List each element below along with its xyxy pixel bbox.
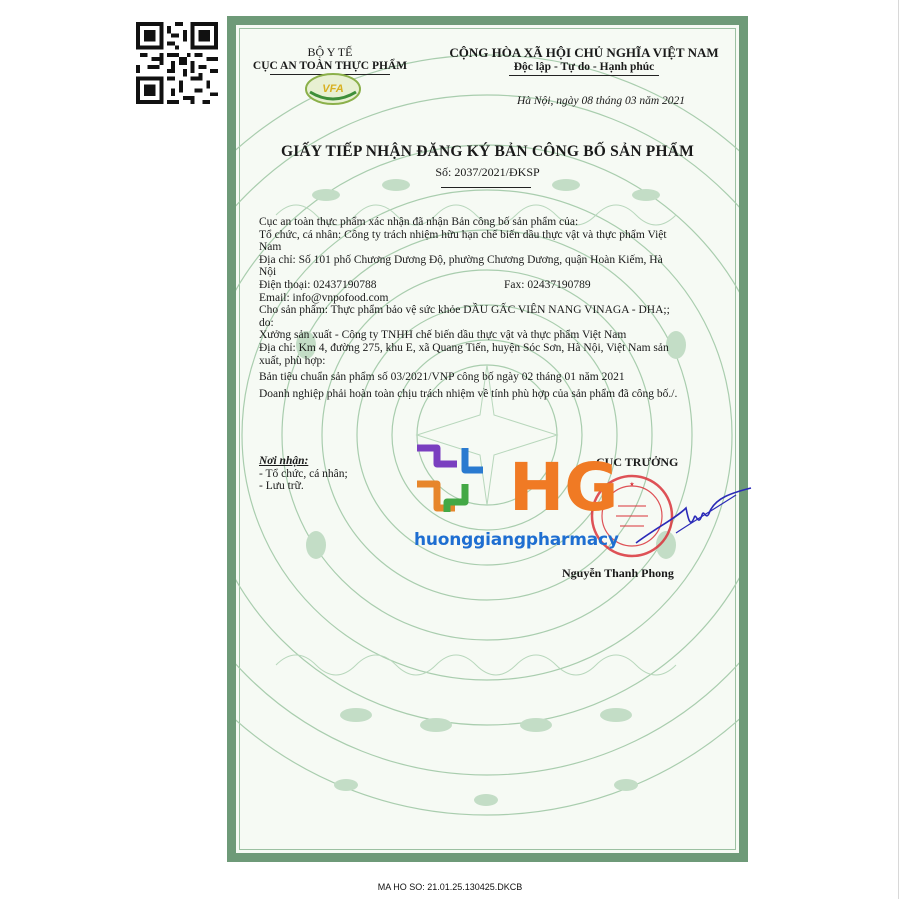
pharmacy-watermark-text: huonggiangpharmacy <box>414 530 619 550</box>
document-title: GIẤY TIẾP NHẬN ĐĂNG KÝ BẢN CÔNG BỐ SẢN PHẨM <box>281 143 694 160</box>
address-line: Địa chỉ: Số 101 phố Chương Dương Độ, phường Chương Dương, quận Hoàn Kiếm, Hà <box>259 253 663 266</box>
motto: Độc lập - Tự do - Hạnh phúc <box>513 61 655 73</box>
recipient-item: - Lưu trữ. <box>259 480 304 493</box>
address-line-cont: Nội <box>259 266 277 279</box>
qr-code <box>136 22 218 104</box>
intro-line: Cục an toàn thực phẩm xác nhận đã nhận Bản công bố sản phẩm của: <box>259 216 579 228</box>
vfa-logo-icon <box>304 72 362 106</box>
issuer-block <box>246 45 414 75</box>
ministry-name: BỘ Y TẾ <box>307 45 353 59</box>
record-code-footer: MA HO SO: 21.01.25.130425.DKCB <box>377 882 523 892</box>
product-line: Cho sản phẩm: Thực phẩm bảo vệ sức khỏe DẦU GẤC VIÊN NANG VINAGA - DHA;; <box>259 304 670 317</box>
fax-line: Fax: 02437190789 <box>504 278 591 291</box>
organization-line-cont: Nam <box>259 241 282 254</box>
signer-name: Nguyễn Thanh Phong <box>562 566 674 580</box>
signer-title: CỤC TRƯỞNG <box>596 455 679 469</box>
issue-date: Hà Nội, ngày 08 tháng 03 năm 2021 <box>516 95 686 107</box>
svg-text:HG: HG <box>509 449 619 526</box>
email-line: Email: info@vnpofood.com <box>259 291 389 304</box>
certificate <box>227 16 748 862</box>
svg-text:VFA: VFA <box>322 83 344 95</box>
contact-row <box>259 279 727 292</box>
standard-line: Bản tiêu chuẩn sản phẩm số 03/2021/VNP công bố ngày 02 tháng 01 năm 2021 <box>259 371 625 384</box>
recipient-item: - Tổ chức, cá nhân; <box>259 467 348 480</box>
responsibility-line: Doanh nghiệp phải hoàn toàn chịu trách nhiệm về tính phù hợp của sản phẩm đã công bố./. <box>259 387 678 400</box>
document-number: Số: 2037/2021/ĐKSP <box>435 165 540 179</box>
maker-address-line: Địa chỉ: Km 4, đường 275, khu E, xã Quang Tiến, huyện Sóc Sơn, Hà Nội, Việt Nam sản <box>259 341 669 354</box>
department-name: CỤC AN TOÀN THỰC PHẨM <box>252 60 408 72</box>
nation-block <box>434 45 734 76</box>
motto-underline <box>509 75 659 76</box>
recipients-heading: Nơi nhận: <box>259 455 309 467</box>
nation-name: CỘNG HÒA XÃ HỘI CHỦ NGHĨA VIỆT NAM <box>449 45 719 60</box>
phone-line: Điện thoại: 02437190788 <box>259 278 377 291</box>
product-line-cont: do: <box>259 316 274 329</box>
recipients-block <box>259 455 348 493</box>
maker-address-line-cont: xuất, phù hợp: <box>259 354 326 367</box>
organization-line: Tổ chức, cá nhân: Công ty trách nhiệm hữu hạn chế biến dầu thực vật và thực phẩm Việt <box>259 228 667 241</box>
document-body <box>259 216 727 400</box>
svg-text:★: ★ <box>629 482 635 488</box>
maker-line: Xưởng sản xuất - Công ty TNHH chế biến dầu thực vật và thực phẩm Việt Nam <box>259 329 627 342</box>
number-rule <box>441 187 531 188</box>
